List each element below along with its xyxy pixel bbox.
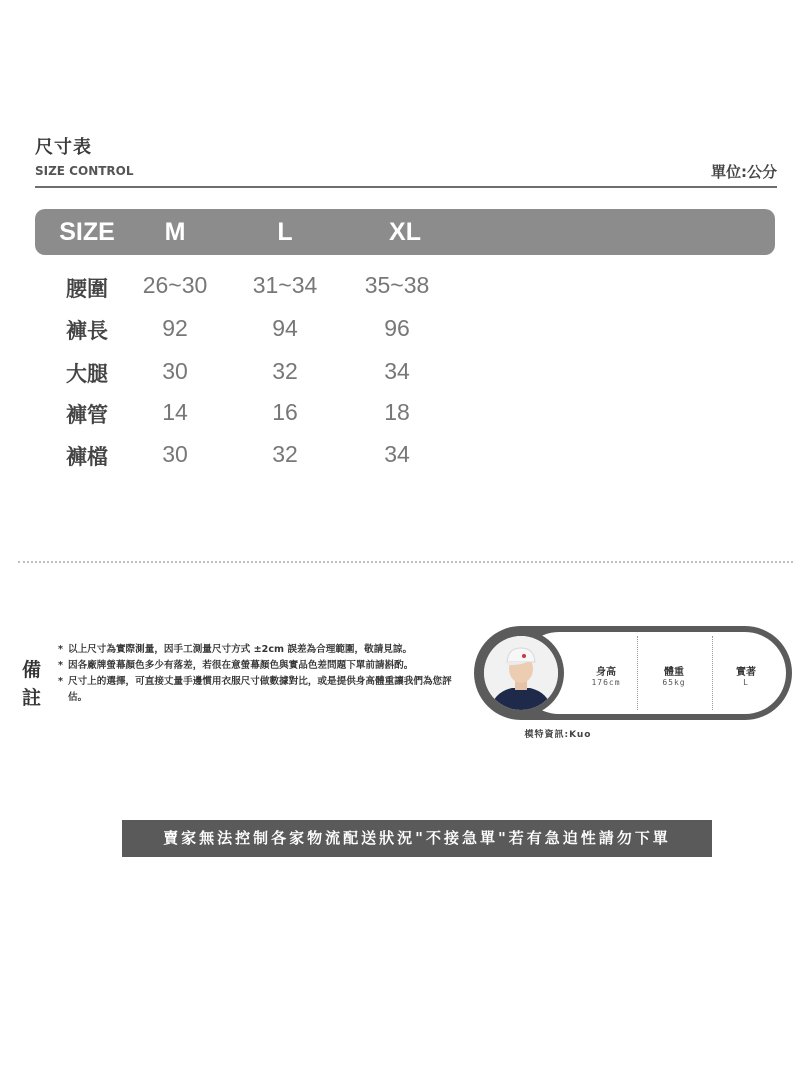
table-cell: 16: [272, 399, 298, 425]
stat-size-value: L: [743, 678, 749, 687]
model-avatar: [484, 636, 558, 710]
table-cell: 34: [384, 441, 410, 467]
row-label-waist: 腰圍: [66, 277, 108, 301]
unit-label: 單位:公分: [711, 163, 777, 181]
table-cell: 92: [162, 315, 188, 341]
note-item: * 尺寸上的選擇，可直接丈量手邊慣用衣服尺寸做數據對比，或是提供身高體重讓我們為您評估。: [58, 674, 468, 706]
section-divider: [18, 561, 793, 563]
header-m: M: [164, 218, 186, 246]
table-cell: 31~34: [252, 272, 318, 298]
note-item: * 以上尺寸為實際測量，因手工測量尺寸方式 ±2cm 誤差為合理範圍，敬請見諒。: [58, 642, 468, 658]
stat-size-label: 實著: [736, 667, 756, 678]
table-cell: 35~38: [364, 272, 430, 298]
notes-list: [58, 642, 468, 706]
page-title: 尺寸表: [35, 137, 92, 158]
row-label-length: 褲長: [66, 319, 108, 343]
header-l: L: [277, 218, 293, 246]
table-cell: 18: [384, 399, 410, 425]
stat-height-value: 176cm: [591, 678, 621, 687]
model-info: 模特資訊:Kuo: [524, 730, 592, 740]
stat-divider: [637, 636, 638, 710]
table-cell: 14: [162, 399, 188, 425]
warning-text: 賣家無法控制各家物流配送狀況"不接急單"若有急迫性請勿下單: [163, 829, 671, 847]
table-cell: 32: [272, 358, 298, 384]
stat-height-label: 身高: [596, 667, 616, 678]
note-item: * 因各廠牌螢幕顏色多少有落差，若很在意螢幕顏色與實品色差問題下單前請斟酌。: [58, 658, 468, 674]
table-cell: 94: [272, 315, 298, 341]
model-photo-icon: [484, 636, 558, 710]
table-cell: 96: [384, 315, 410, 341]
notes-heading-1: 備: [22, 659, 42, 681]
table-cell: 32: [272, 441, 298, 467]
table-cell: 26~30: [142, 272, 208, 298]
header-size: SIZE: [59, 218, 115, 246]
row-label-rise: 褲檔: [66, 445, 108, 469]
header-xl: XL: [389, 218, 421, 246]
title-divider: [35, 186, 777, 188]
table-cell: 30: [162, 358, 188, 384]
page-subtitle: SIZE CONTROL: [35, 164, 134, 178]
notes-heading-2: 註: [22, 687, 42, 709]
stat-divider: [712, 636, 713, 710]
row-label-hem: 褲管: [66, 403, 108, 427]
stat-weight-label: 體重: [664, 667, 684, 678]
table-cell: 30: [162, 441, 188, 467]
table-cell: 34: [384, 358, 410, 384]
stat-weight-value: 65kg: [662, 678, 686, 687]
row-label-thigh: 大腿: [66, 362, 108, 386]
